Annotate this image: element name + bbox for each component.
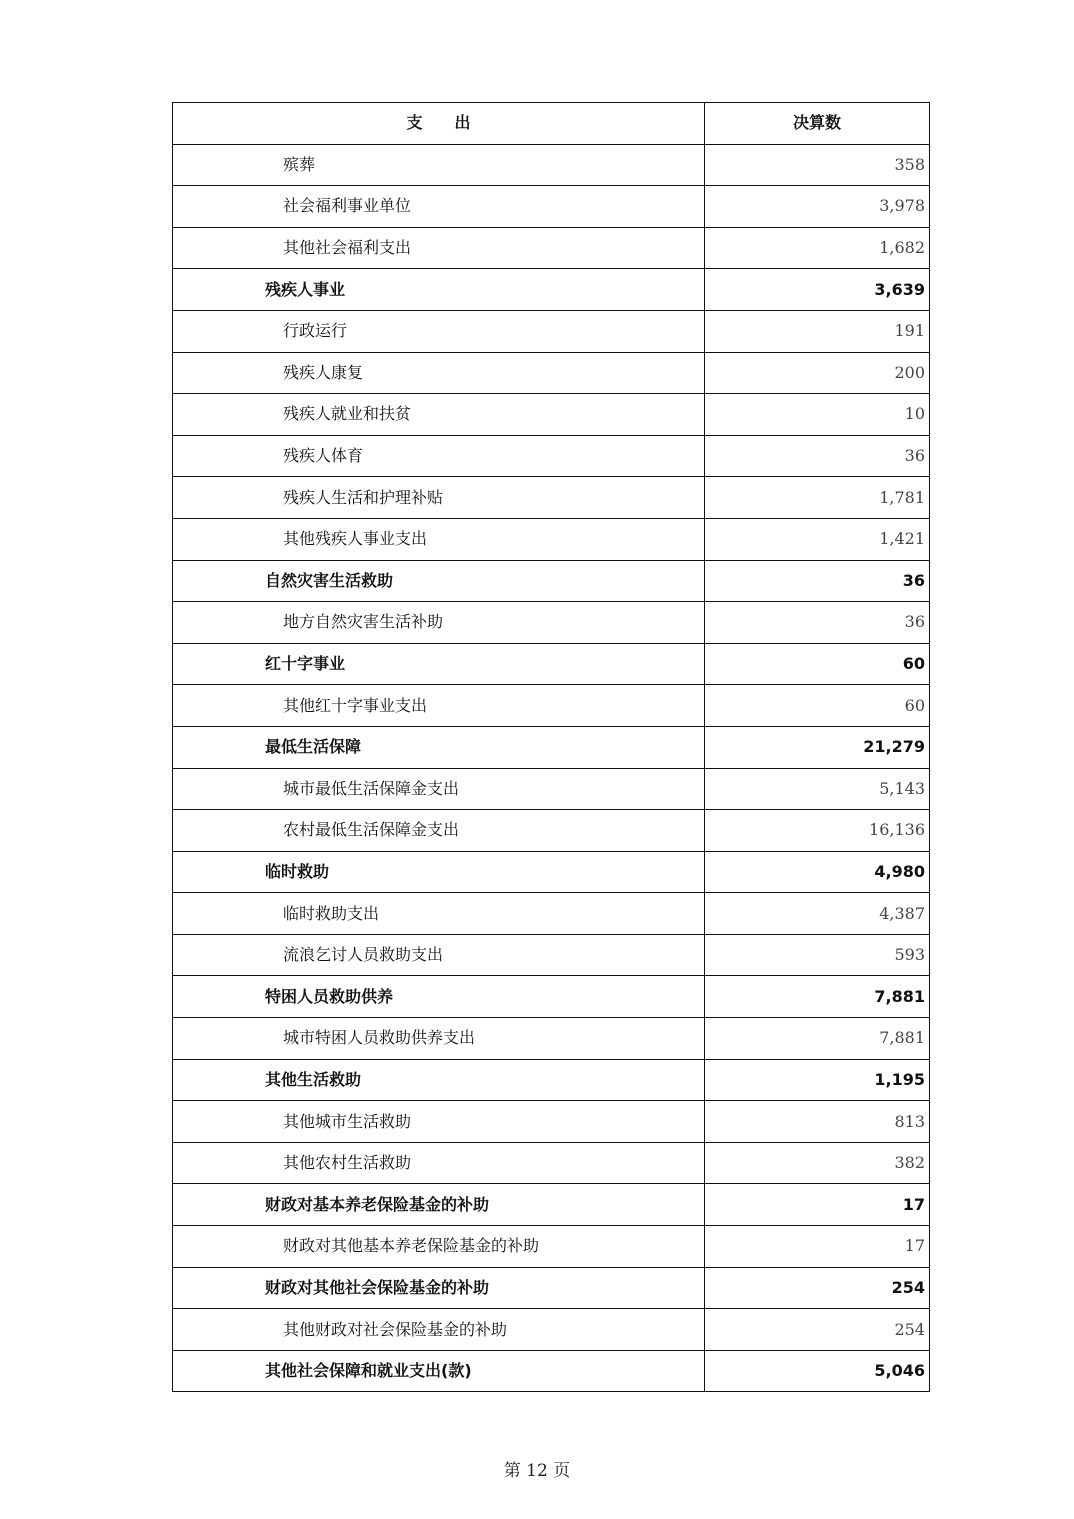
subcategory-row [173,518,930,560]
row-amount: 60 [705,643,930,685]
row-label: 财政对其他基本养老保险基金的补助 [173,1226,705,1268]
category-row [173,1350,930,1392]
row-amount: 813 [705,1101,930,1143]
row-label: 社会福利事业单位 [173,186,705,228]
row-amount: 10 [705,394,930,436]
row-amount: 3,639 [705,269,930,311]
row-label: 临时救助 [173,851,705,893]
row-amount: 5,046 [705,1350,930,1392]
subcategory-row [173,352,930,394]
row-label: 特困人员救助供养 [173,976,705,1018]
row-amount: 1,781 [705,477,930,519]
row-label: 最低生活保障 [173,726,705,768]
row-label: 农村最低生活保障金支出 [173,810,705,852]
category-row [173,976,930,1018]
subcategory-row [173,1142,930,1184]
row-amount: 17 [705,1226,930,1268]
row-label: 殡葬 [173,144,705,186]
subcategory-row [173,144,930,186]
row-amount: 254 [705,1309,930,1351]
category-row [173,1184,930,1226]
subcategory-row [173,685,930,727]
subcategory-row [173,1018,930,1060]
row-label: 财政对基本养老保险基金的补助 [173,1184,705,1226]
subcategory-row [173,1309,930,1351]
row-amount: 7,881 [705,1018,930,1060]
row-amount: 7,881 [705,976,930,1018]
row-label: 行政运行 [173,310,705,352]
row-amount: 36 [705,602,930,644]
row-amount: 60 [705,685,930,727]
table-header-row [173,103,930,145]
row-label: 财政对其他社会保险基金的补助 [173,1267,705,1309]
row-amount: 36 [705,435,930,477]
category-row [173,1059,930,1101]
category-row [173,643,930,685]
row-amount: 4,387 [705,893,930,935]
row-label: 地方自然灾害生活补助 [173,602,705,644]
row-label: 残疾人体育 [173,435,705,477]
subcategory-row [173,310,930,352]
row-amount: 1,421 [705,518,930,560]
table-body [173,144,930,1392]
subcategory-row [173,477,930,519]
row-label: 残疾人就业和扶贫 [173,394,705,436]
subcategory-row [173,186,930,228]
column-header-amount: 决算数 [705,103,930,145]
subcategory-row [173,227,930,269]
row-label: 临时救助支出 [173,893,705,935]
row-amount: 4,980 [705,851,930,893]
subcategory-row [173,1101,930,1143]
row-amount: 21,279 [705,726,930,768]
category-row [173,726,930,768]
row-label: 残疾人事业 [173,269,705,311]
subcategory-row [173,394,930,436]
row-amount: 1,682 [705,227,930,269]
category-row [173,560,930,602]
row-amount: 358 [705,144,930,186]
row-label: 残疾人生活和护理补贴 [173,477,705,519]
row-amount: 200 [705,352,930,394]
row-label: 其他生活救助 [173,1059,705,1101]
subcategory-row [173,1226,930,1268]
category-row [173,269,930,311]
row-label: 残疾人康复 [173,352,705,394]
row-amount: 5,143 [705,768,930,810]
row-amount: 593 [705,934,930,976]
row-label: 其他农村生活救助 [173,1142,705,1184]
page-number: 第 12 页 [503,1461,571,1481]
subcategory-row [173,768,930,810]
row-label: 流浪乞讨人员救助支出 [173,934,705,976]
row-amount: 16,136 [705,810,930,852]
subcategory-row [173,602,930,644]
category-row [173,851,930,893]
row-amount: 36 [705,560,930,602]
row-label: 城市最低生活保障金支出 [173,768,705,810]
row-label: 其他残疾人事业支出 [173,518,705,560]
row-label: 红十字事业 [173,643,705,685]
row-label: 城市特困人员救助供养支出 [173,1018,705,1060]
subcategory-row [173,435,930,477]
category-row [173,1267,930,1309]
row-label: 自然灾害生活救助 [173,560,705,602]
row-amount: 382 [705,1142,930,1184]
row-label: 其他社会福利支出 [173,227,705,269]
subcategory-row [173,810,930,852]
row-label: 其他社会保障和就业支出(款) [173,1350,705,1392]
row-amount: 254 [705,1267,930,1309]
subcategory-row [173,934,930,976]
subcategory-row [173,893,930,935]
row-label: 其他城市生活救助 [173,1101,705,1143]
expenditure-table [172,102,930,1392]
row-label: 其他财政对社会保险基金的补助 [173,1309,705,1351]
row-amount: 191 [705,310,930,352]
row-label: 其他红十字事业支出 [173,685,705,727]
column-header-item: 支 出 [173,103,705,145]
row-amount: 1,195 [705,1059,930,1101]
row-amount: 17 [705,1184,930,1226]
row-amount: 3,978 [705,186,930,228]
